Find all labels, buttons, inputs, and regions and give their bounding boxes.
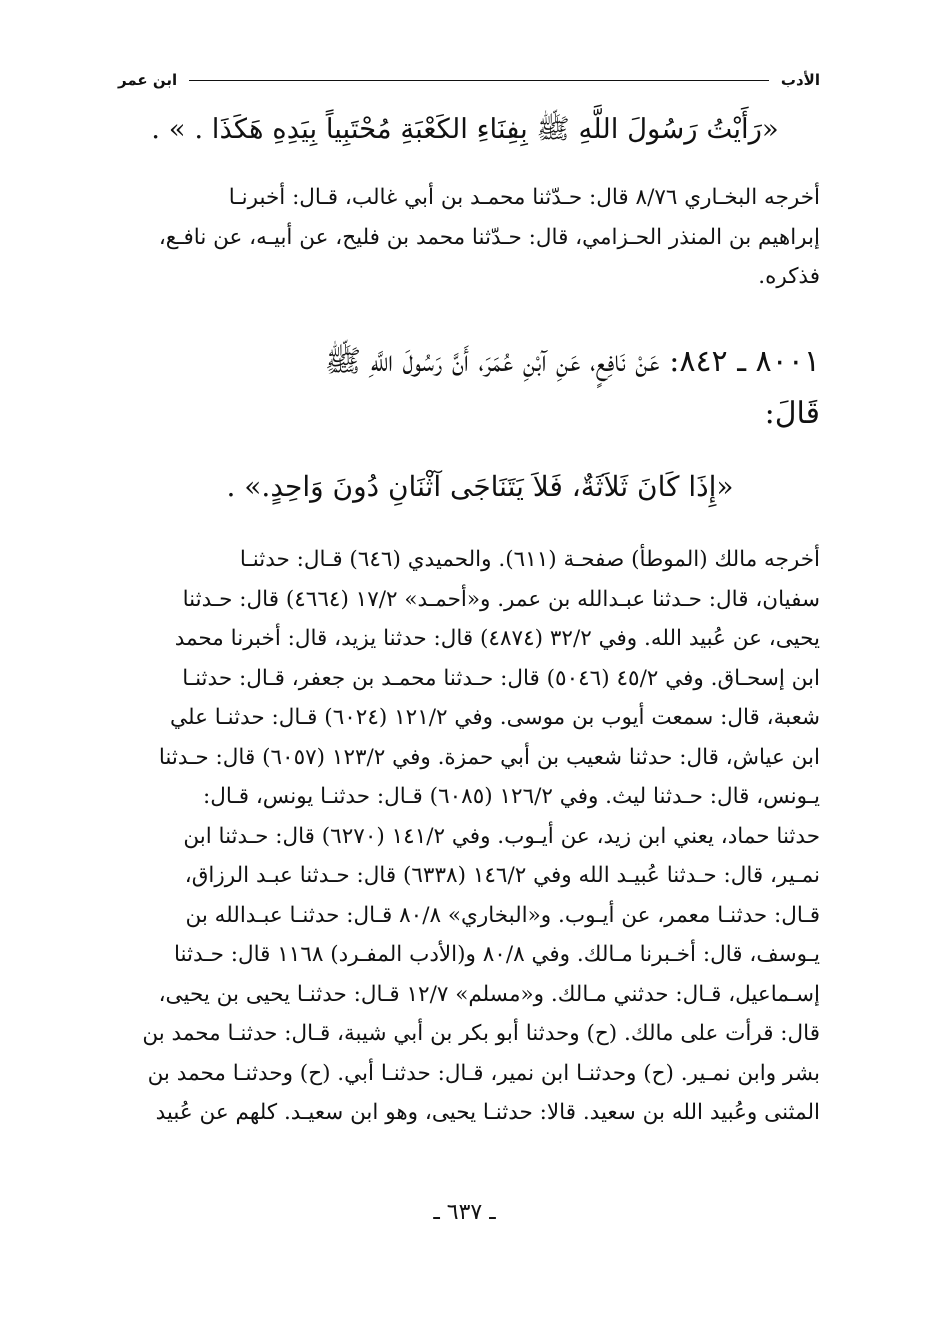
running-header (118, 68, 820, 92)
takhrij-line: يـوسف، قال: أخـبرنا مـالك. وفي ٨٠/٨ و(الأدب المفـرد) ١١٦٨ قال: حـدثنا (173, 942, 820, 967)
takhrij-line: إسـماعيل، قـال: حدثني مـالك. و«مسلم» ١٢/٧ قـال: حدثنـا يحيى بن يحيى، (158, 981, 820, 1007)
takhrij-line: نمـير، قال: حـدثنا عُبيـد الله وفي ١٤٦/٢ (٦٣٣٨) قال: حـدثنا عبـد الرزاق، (184, 863, 820, 888)
takhrij-1 (117, 178, 820, 297)
hadith-quote-1: «رَأَيْتُ رَسُولَ اللَّهِ ﷺ بِفِنَاءِ الكَعْبَةِ مُحْتَبِياً بِيَدِهِ هَكَذَا . » . (151, 113, 779, 145)
takhrij-line: بشر وابن نمـير. (ح) وحدثنـا ابن نمير، قـال: حدثنـا أبي. (ح) وحدثنـا محمد بن (147, 1060, 820, 1086)
takhrij-line: أخرجه البخـاري ٨/٧٦ قال: حـدّثنا محمـد بن أبي غالب، قـال: أخبرنـا (228, 185, 820, 210)
takhrij-line: حدثنا حماد، يعني ابن زيد، عن أيـوب. وفي ١٤١/٢ (٦٢٧٠) قال: حـدثنا ابن (183, 823, 820, 849)
narrator-title: ابن عمر (118, 71, 178, 89)
takhrij-line: ابن إسحـاق. وفي ٤٥/٢ (٥٠٤٦) قال: حـدثنا محمـد بن جعفر، قـال: حدثنـا (182, 665, 820, 691)
hadith-qala: قَالَ: (764, 396, 820, 431)
takhrij-2 (117, 540, 820, 1133)
hadith-number-line: ٨٠٠١ ـ ٨٤٢: عَنْ نَافِعٍ، عَنِ آبْنِ عُمَرَ، أَنَّ رَسُولَ اللَّهِ ﷺ (324, 344, 820, 379)
hadith-quote-2: «إِذَا كَانَ ثَلاَثَةٌ، فَلاَ يَتَنَاجَى آثْنَانِ دُونَ وَاحِدٍ.» . (226, 470, 734, 503)
takhrij-line: سفيان، قال: حـدثنا عبـدالله بن عمر. و«أحمـد» ١٧/٢ (٤٦٦٤) قال: حـدثنا (182, 586, 820, 612)
takhrij-line: قال: قرأت على مالك. (ح) وحدثنا أبو بكر بن أبي شيبة، قـال: حدثنـا محمد بن (142, 1021, 820, 1046)
takhrij-line: أخرجه مالك (الموطأ) صفحـة (٦١١). والحميدي (٦٤٦) قـال: حدثنـا (239, 547, 820, 572)
page-number: ـ ٦٣٧ ـ (433, 1200, 496, 1225)
takhrij-line: ابن عياش، قال: حدثنا شعيب بن أبي حمزة. وفي ١٢٣/٢ (٦٠٥٧) قال: حـدثنا (158, 744, 820, 770)
takhrij-line: المثنى وعُبيد الله بن سعيد. قالا: حدثنـا يحيى، وهو ابن سعيـد. كلهم عن عُبيد (155, 1100, 820, 1125)
takhrij-line: يحيى، عن عُبيد الله. وفي ٣٢/٢ (٤٨٧٤) قال: حدثنا يزيد، قال: أخبرنا محمد (174, 626, 820, 651)
takhrij-line: شعبة، قال: سمعت أيوب بن موسى. وفي ١٢١/٢ (٦٠٢٤) قـال: حدثنـا علي (170, 705, 820, 730)
chapter-title: الأدب (780, 71, 820, 89)
takhrij-line: فذكره. (758, 264, 820, 289)
header-rule (189, 80, 769, 81)
takhrij-line: يـونس، قال: حـدثنا ليث. وفي ١٢٦/٢ (٦٠٨٥) قـال: حدثنـا يونس، قـال: (203, 784, 820, 809)
hadith-header (117, 343, 820, 431)
takhrij-line: قـال: حدثنـا معمر، عن أيـوب. و«البخاري» ٨٠/٨ قـال: حدثنـا عبـدالله بن (185, 902, 820, 928)
takhrij-line: إبراهيم بن المنذر الحـزامي، قال: حـدّثنا محمد بن فليح، عن أبيـه، عن نافـع، (158, 224, 820, 250)
